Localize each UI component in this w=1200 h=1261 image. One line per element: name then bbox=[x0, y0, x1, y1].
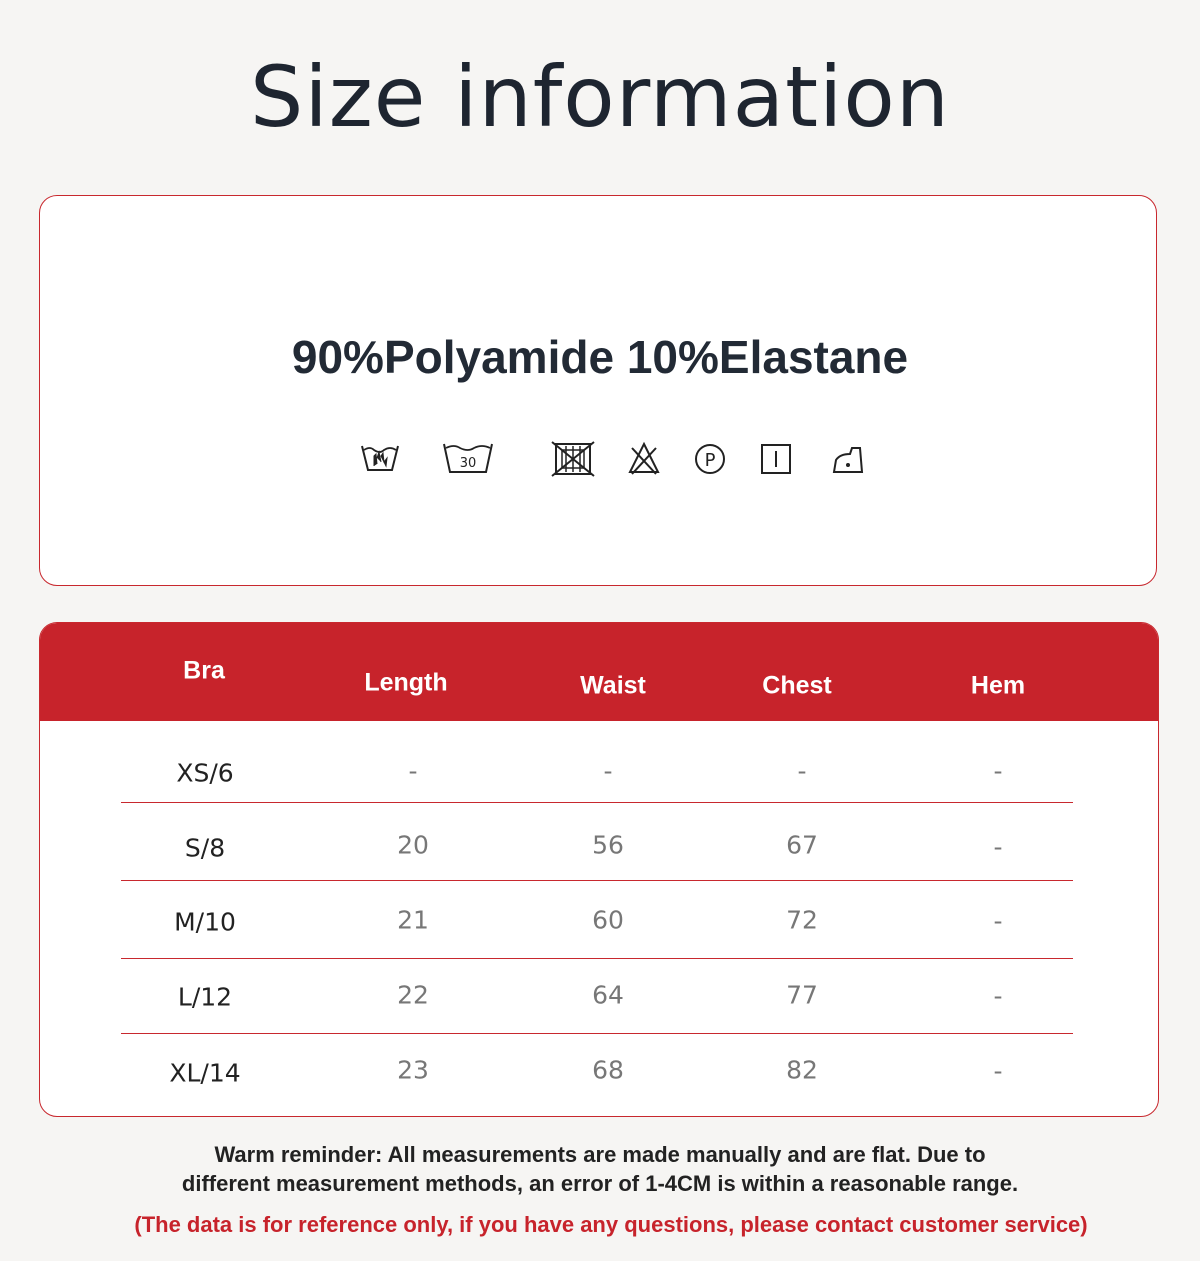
table-cell-waist: 60 bbox=[592, 905, 624, 935]
hand-wash-icon bbox=[360, 440, 400, 474]
table-cell-length: 20 bbox=[397, 830, 429, 860]
fabric-card bbox=[39, 195, 1157, 586]
table-cell-length: 22 bbox=[397, 980, 429, 1010]
table-cell-hem: - bbox=[993, 1056, 1003, 1086]
table-cell-waist: 68 bbox=[592, 1055, 624, 1085]
table-cell-size: XL/14 bbox=[169, 1058, 241, 1088]
table-cell-length: - bbox=[408, 756, 418, 786]
page-title: Size information bbox=[250, 48, 950, 146]
wash-temp-label: 30 bbox=[459, 456, 477, 471]
table-cell-waist: 64 bbox=[592, 980, 624, 1010]
reminder-line-1: Warm reminder: All measurements are made manually and are flat. Due to bbox=[214, 1142, 986, 1167]
care-icons-row bbox=[0, 440, 1200, 482]
table-cell-length: 21 bbox=[397, 905, 429, 935]
no-bleach-icon bbox=[628, 440, 660, 476]
reminder-line-2: different measurement methods, an error of 1-4CM is within a reasonable range. bbox=[181, 1171, 1019, 1196]
table-cell-chest: 72 bbox=[786, 905, 818, 935]
table-cell-size: XS/6 bbox=[176, 758, 234, 788]
iron-low-icon bbox=[830, 440, 866, 476]
table-cell-size: S/8 bbox=[184, 833, 226, 863]
table-cell-hem: - bbox=[993, 756, 1003, 786]
header-bra: Bra bbox=[183, 656, 225, 685]
table-cell-chest: - bbox=[797, 756, 807, 786]
table-cell-size: L/12 bbox=[177, 982, 233, 1012]
row-divider bbox=[121, 1033, 1073, 1034]
table-cell-length: 23 bbox=[397, 1055, 429, 1085]
no-tumble-dry-icon bbox=[550, 440, 596, 478]
table-cell-chest: 67 bbox=[786, 830, 818, 860]
dry-clean-p-icon bbox=[693, 440, 727, 476]
header-length: Length bbox=[364, 668, 448, 697]
table-cell-hem: - bbox=[993, 906, 1003, 936]
table-cell-hem: - bbox=[993, 832, 1003, 862]
table-cell-waist: - bbox=[603, 756, 613, 786]
dry-clean-letter: P bbox=[704, 450, 716, 471]
table-cell-waist: 56 bbox=[592, 830, 624, 860]
size-table bbox=[39, 622, 1159, 1117]
row-divider bbox=[121, 958, 1073, 959]
header-hem: Hem bbox=[970, 671, 1026, 700]
warm-reminder bbox=[0, 1140, 1200, 1198]
header-waist: Waist bbox=[580, 671, 646, 700]
wash-30-icon bbox=[442, 440, 494, 476]
table-cell-chest: 82 bbox=[786, 1055, 818, 1085]
table-header bbox=[40, 623, 1158, 721]
row-divider bbox=[121, 802, 1073, 803]
row-divider bbox=[121, 880, 1073, 881]
reference-note: (The data is for reference only, if you have any questions, please contact customer service) bbox=[134, 1212, 1088, 1237]
table-cell-size: M/10 bbox=[174, 907, 236, 937]
fabric-composition: 90%Polyamide 10%Elastane bbox=[291, 331, 909, 383]
table-cell-hem: - bbox=[993, 981, 1003, 1011]
table-cell-chest: 77 bbox=[786, 980, 818, 1010]
line-dry-icon bbox=[759, 440, 793, 476]
header-chest: Chest bbox=[762, 671, 832, 700]
